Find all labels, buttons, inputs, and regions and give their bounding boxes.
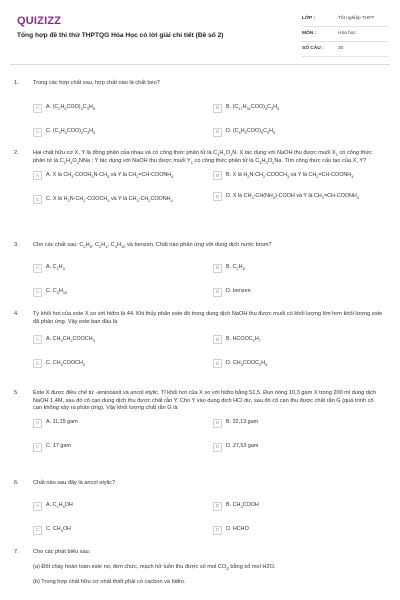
option-text: A. $CH_3CH_2COOCH_3$: [46, 335, 95, 343]
option-letter-box: B: [213, 264, 222, 273]
option-text: D. $CH_3COOC_2H_5$: [226, 359, 268, 367]
option-letter-box: A: [33, 104, 42, 113]
meta-label: MÔN :: [302, 30, 317, 36]
option-letter-box: B: [213, 419, 222, 428]
header-divider: [10, 64, 390, 65]
option-text: C. $(C_2H_5COO)_2C_3H_5$: [46, 128, 96, 136]
option-d[interactable]: [213, 192, 378, 201]
option-letter-box: D: [213, 128, 222, 137]
option-letter-box: C: [33, 128, 42, 137]
option-c[interactable]: [33, 526, 198, 535]
option-text: B. $C_2H_6$: [226, 264, 245, 272]
meta-value: Tốt nghiệp THPT: [338, 15, 375, 21]
option-text: D. 27,53 gam: [226, 443, 259, 450]
question-4: [10, 311, 390, 367]
worksheet-header: [0, 0, 400, 64]
option-text: B. $(C_{17}H_{31}COO)_3C_3H_5$: [226, 104, 280, 112]
question-number: 6.: [14, 480, 19, 486]
option-b[interactable]: [213, 104, 378, 113]
option-b[interactable]: [213, 419, 378, 428]
option-c[interactable]: [33, 359, 198, 368]
option-letter-box: A: [33, 171, 42, 180]
option-text: B. $HCOOC_3H_7$: [226, 335, 261, 343]
option-letter-box: D: [213, 359, 222, 368]
question-6: [10, 480, 390, 534]
option-letter-box: C: [33, 288, 42, 297]
question-number: 5.: [14, 390, 19, 396]
option-text: C. $CH_3OH$: [46, 526, 71, 534]
question-text: Este X được điều chế từ -aminoaxit và ancol etylic. Tỉ khối hơi của X so với hiđro bằng 51,5. Đun nóng 10,3 gam X trong 200 ml dung dịch NaOH 1,4M, sau đó cô cạn dung dịch thu được chất rắn Y. Cho Y vào dung dịch HCl dư, sau đó cô cạn thu được chất rắn G (quá trình cô cạn không xảy ra phản ứng). Vậy khối lượng chất rắn G là: [33, 390, 377, 412]
quizizz-logo[interactable]: QUIZIZZ: [17, 15, 62, 27]
option-letter-box: D: [213, 526, 222, 535]
question-text: Tỷ khối hơi của este X so với hiđro là 44. Khi thủy phân este đó trong dung dịch NaOH thu được muối có khối lượng lớn hơn khối lượng este đã phản ứng. Vậy este ban đầu là: [33, 311, 383, 325]
question-text: Hai chất hữu cơ X, Y là đồng phân của nhau và có công thức phân tử là $C_3H_7O_2N$. X tác dụng với NaOH thu được muối $X_1$ có công thức phân tử là $C_2H_4O_2NNa$ ; Y tác dụng với NaOH thu được muối $Y_1$ có công thức phân tử là $C_3H_3O_2Na$. Tìm công thức cấu tạo của X, Y?: [33, 150, 372, 165]
option-c[interactable]: [33, 443, 198, 452]
meta-row-class: [302, 12, 388, 27]
statement-a: (a) Đốt cháy hoàn toàn este no, đơn chức, mạch hở luôn thu được số mol $CO_2$ bằng số mol H2O.: [33, 563, 276, 571]
option-text: C. $C_4H_{10}$: [46, 288, 68, 296]
option-letter-box: A: [33, 335, 42, 344]
option-letter-box: D: [213, 288, 222, 297]
option-letter-box: C: [33, 359, 42, 368]
option-b[interactable]: [213, 335, 378, 344]
option-letter-box: A: [33, 264, 42, 273]
meta-value: 30: [338, 45, 344, 51]
option-text: A. $(C_2H_5COO)_3C_3H_5$: [46, 104, 95, 112]
question-text: Trong các hợp chất sau, hợp chất nào là chất béo?: [33, 80, 160, 86]
option-letter-box: D: [213, 192, 222, 201]
option-letter-box: A: [33, 419, 42, 428]
option-text: A. 11,15 gam: [46, 419, 78, 426]
question-number: 2.: [14, 150, 19, 156]
option-text: D. $(C_6H_5COO)_3C_3H_5$: [226, 128, 276, 136]
option-d[interactable]: [213, 359, 378, 368]
question-number: 3.: [14, 242, 19, 248]
option-a[interactable]: [33, 104, 198, 113]
option-letter-box: B: [213, 502, 222, 511]
meta-label: LỚP :: [302, 15, 316, 21]
option-a[interactable]: [33, 502, 198, 511]
option-letter-box: A: [33, 502, 42, 511]
option-a[interactable]: [33, 171, 198, 180]
question-text: Chất nào sau đây là ancol etylic?: [33, 480, 116, 486]
meta-label: SỐ CÂU :: [302, 45, 324, 51]
option-b[interactable]: [213, 171, 378, 180]
option-text: D. benzen: [226, 288, 251, 295]
option-text: C. $CH_3COOCH_3$: [46, 359, 86, 367]
question-1: [10, 80, 390, 136]
option-b[interactable]: [213, 264, 378, 273]
option-text: D. X là $CH_3-CH(NH_2)$-COOH và Y là $CH_2=CH-COONH_4$: [226, 192, 359, 200]
meta-table: [302, 12, 388, 57]
option-text: A. $C_2H_4$: [46, 264, 65, 272]
option-letter-box: D: [213, 443, 222, 452]
statement-b: (b) Trong hợp chất hữu cơ nhất thiết phải có cacbon và hiđro.: [33, 578, 186, 585]
question-number: 1.: [14, 80, 19, 86]
option-c[interactable]: [33, 195, 198, 204]
option-a[interactable]: [33, 419, 198, 428]
option-d[interactable]: [213, 288, 378, 297]
question-5: [10, 390, 390, 450]
option-letter-box: C: [33, 526, 42, 535]
option-text: A. $C_2H_5OH$: [46, 502, 73, 510]
question-number: 7.: [14, 549, 19, 555]
option-d[interactable]: [213, 443, 378, 452]
option-text: C. 17 gam: [46, 443, 71, 450]
option-c[interactable]: [33, 128, 198, 137]
option-b[interactable]: [213, 502, 378, 511]
option-letter-box: B: [213, 104, 222, 113]
option-letter-box: B: [213, 171, 222, 180]
option-a[interactable]: [33, 264, 198, 273]
meta-row-subject: [302, 27, 388, 42]
options: [33, 88, 383, 136]
document-title: Tổng hợp đề thi thử THPTQG Hóa Học có lời giải chi tiết (Đề số 2): [17, 32, 224, 39]
option-text: A. X là $CH_3-COOH_3N-CH_3$ và Y là $CH_2=CH-COONH_4$: [46, 171, 174, 179]
option-a[interactable]: [33, 335, 198, 344]
option-text: C. X là $H_2N-CH_2-COOCH_3$ và Y là $CH_3-CH_2COONH_4$: [46, 195, 173, 203]
question-3: [10, 242, 390, 296]
question-2: [10, 150, 390, 203]
option-text: B. $CH_3COOH$: [226, 502, 259, 510]
option-text: B. 32,13 gam: [226, 419, 259, 426]
meta-value: Hóa học: [338, 30, 356, 36]
meta-row-count: [302, 42, 388, 57]
question-7: [10, 549, 390, 587]
option-letter-box: C: [33, 195, 42, 204]
option-c[interactable]: [33, 288, 198, 297]
question-number: 4.: [14, 311, 19, 317]
option-text: D. HCHO: [226, 526, 249, 533]
option-letter-box: B: [213, 335, 222, 344]
question-text: Cho các phát biểu sau:: [33, 549, 91, 555]
option-text: B. X là $H_2N-CH_2-COOCH_3$ và Y là $CH_2=CH-COONH_4$: [226, 171, 354, 179]
option-letter-box: C: [33, 443, 42, 452]
option-d[interactable]: [213, 526, 378, 535]
question-text: Cho các chất sau: $C_2H_6$, $C_2H_4$, $C_4H_{10}$ và benzen. Chất nào phản ứng với dung dịch nước brom?: [33, 242, 272, 250]
option-d[interactable]: [213, 128, 378, 137]
